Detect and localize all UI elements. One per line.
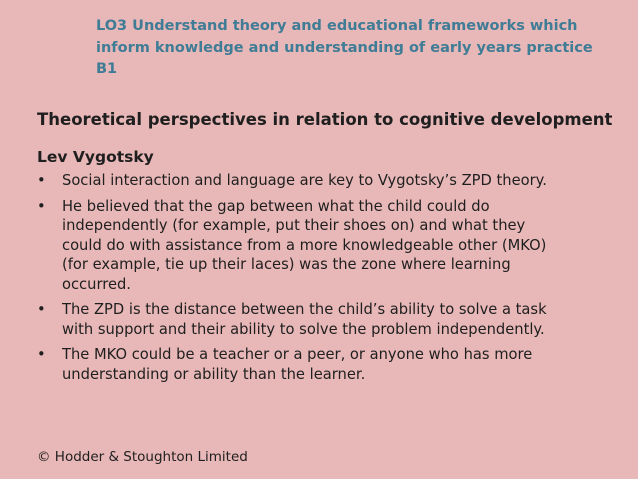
theorist-heading: Lev Vygotsky (37, 148, 154, 166)
bullet-line: occurred. (62, 275, 131, 293)
bullet-item (37, 300, 627, 339)
bullet-marker: • (37, 346, 46, 363)
bullet-line: understanding or ability than the learner. (62, 365, 366, 383)
header-line: LO3 Understand theory and educational frameworks which (96, 18, 578, 34)
bullet-item (37, 171, 627, 191)
header-line: B1 (96, 61, 118, 77)
bullet-line: Social interaction and language are key to Vygotsky’s ZPD theory. (62, 172, 547, 189)
bullet-line: could do with assistance from a more knowledgeable other (MKO) (62, 236, 547, 254)
bullet-item (37, 345, 627, 384)
bullet-line: The ZPD is the distance between the child’s ability to solve a task (62, 301, 547, 318)
slide-title: Theoretical perspectives in relation to cognitive development (37, 110, 613, 129)
bullet-item (37, 197, 627, 295)
bullet-marker: • (37, 197, 46, 215)
bullet-line: independently (for example, put their shoes on) and what they (62, 217, 526, 234)
bullet-marker: • (37, 301, 46, 318)
learning-outcome-header (96, 16, 626, 81)
bullet-line: with support and their ability to solve the problem independently. (62, 320, 545, 338)
copyright-footer: © Hodder & Stoughton Limited (37, 449, 248, 465)
bullet-line: The MKO could be a teacher or a peer, or anyone who has more (62, 346, 533, 363)
bullet-line: (for example, tie up their laces) was the zone where learning (62, 256, 511, 273)
slide-body (37, 147, 627, 390)
bullet-line: He believed that the gap between what the child could do (62, 197, 490, 215)
bullet-marker: • (37, 172, 46, 189)
header-line: inform knowledge and understanding of early years practice (96, 39, 593, 56)
